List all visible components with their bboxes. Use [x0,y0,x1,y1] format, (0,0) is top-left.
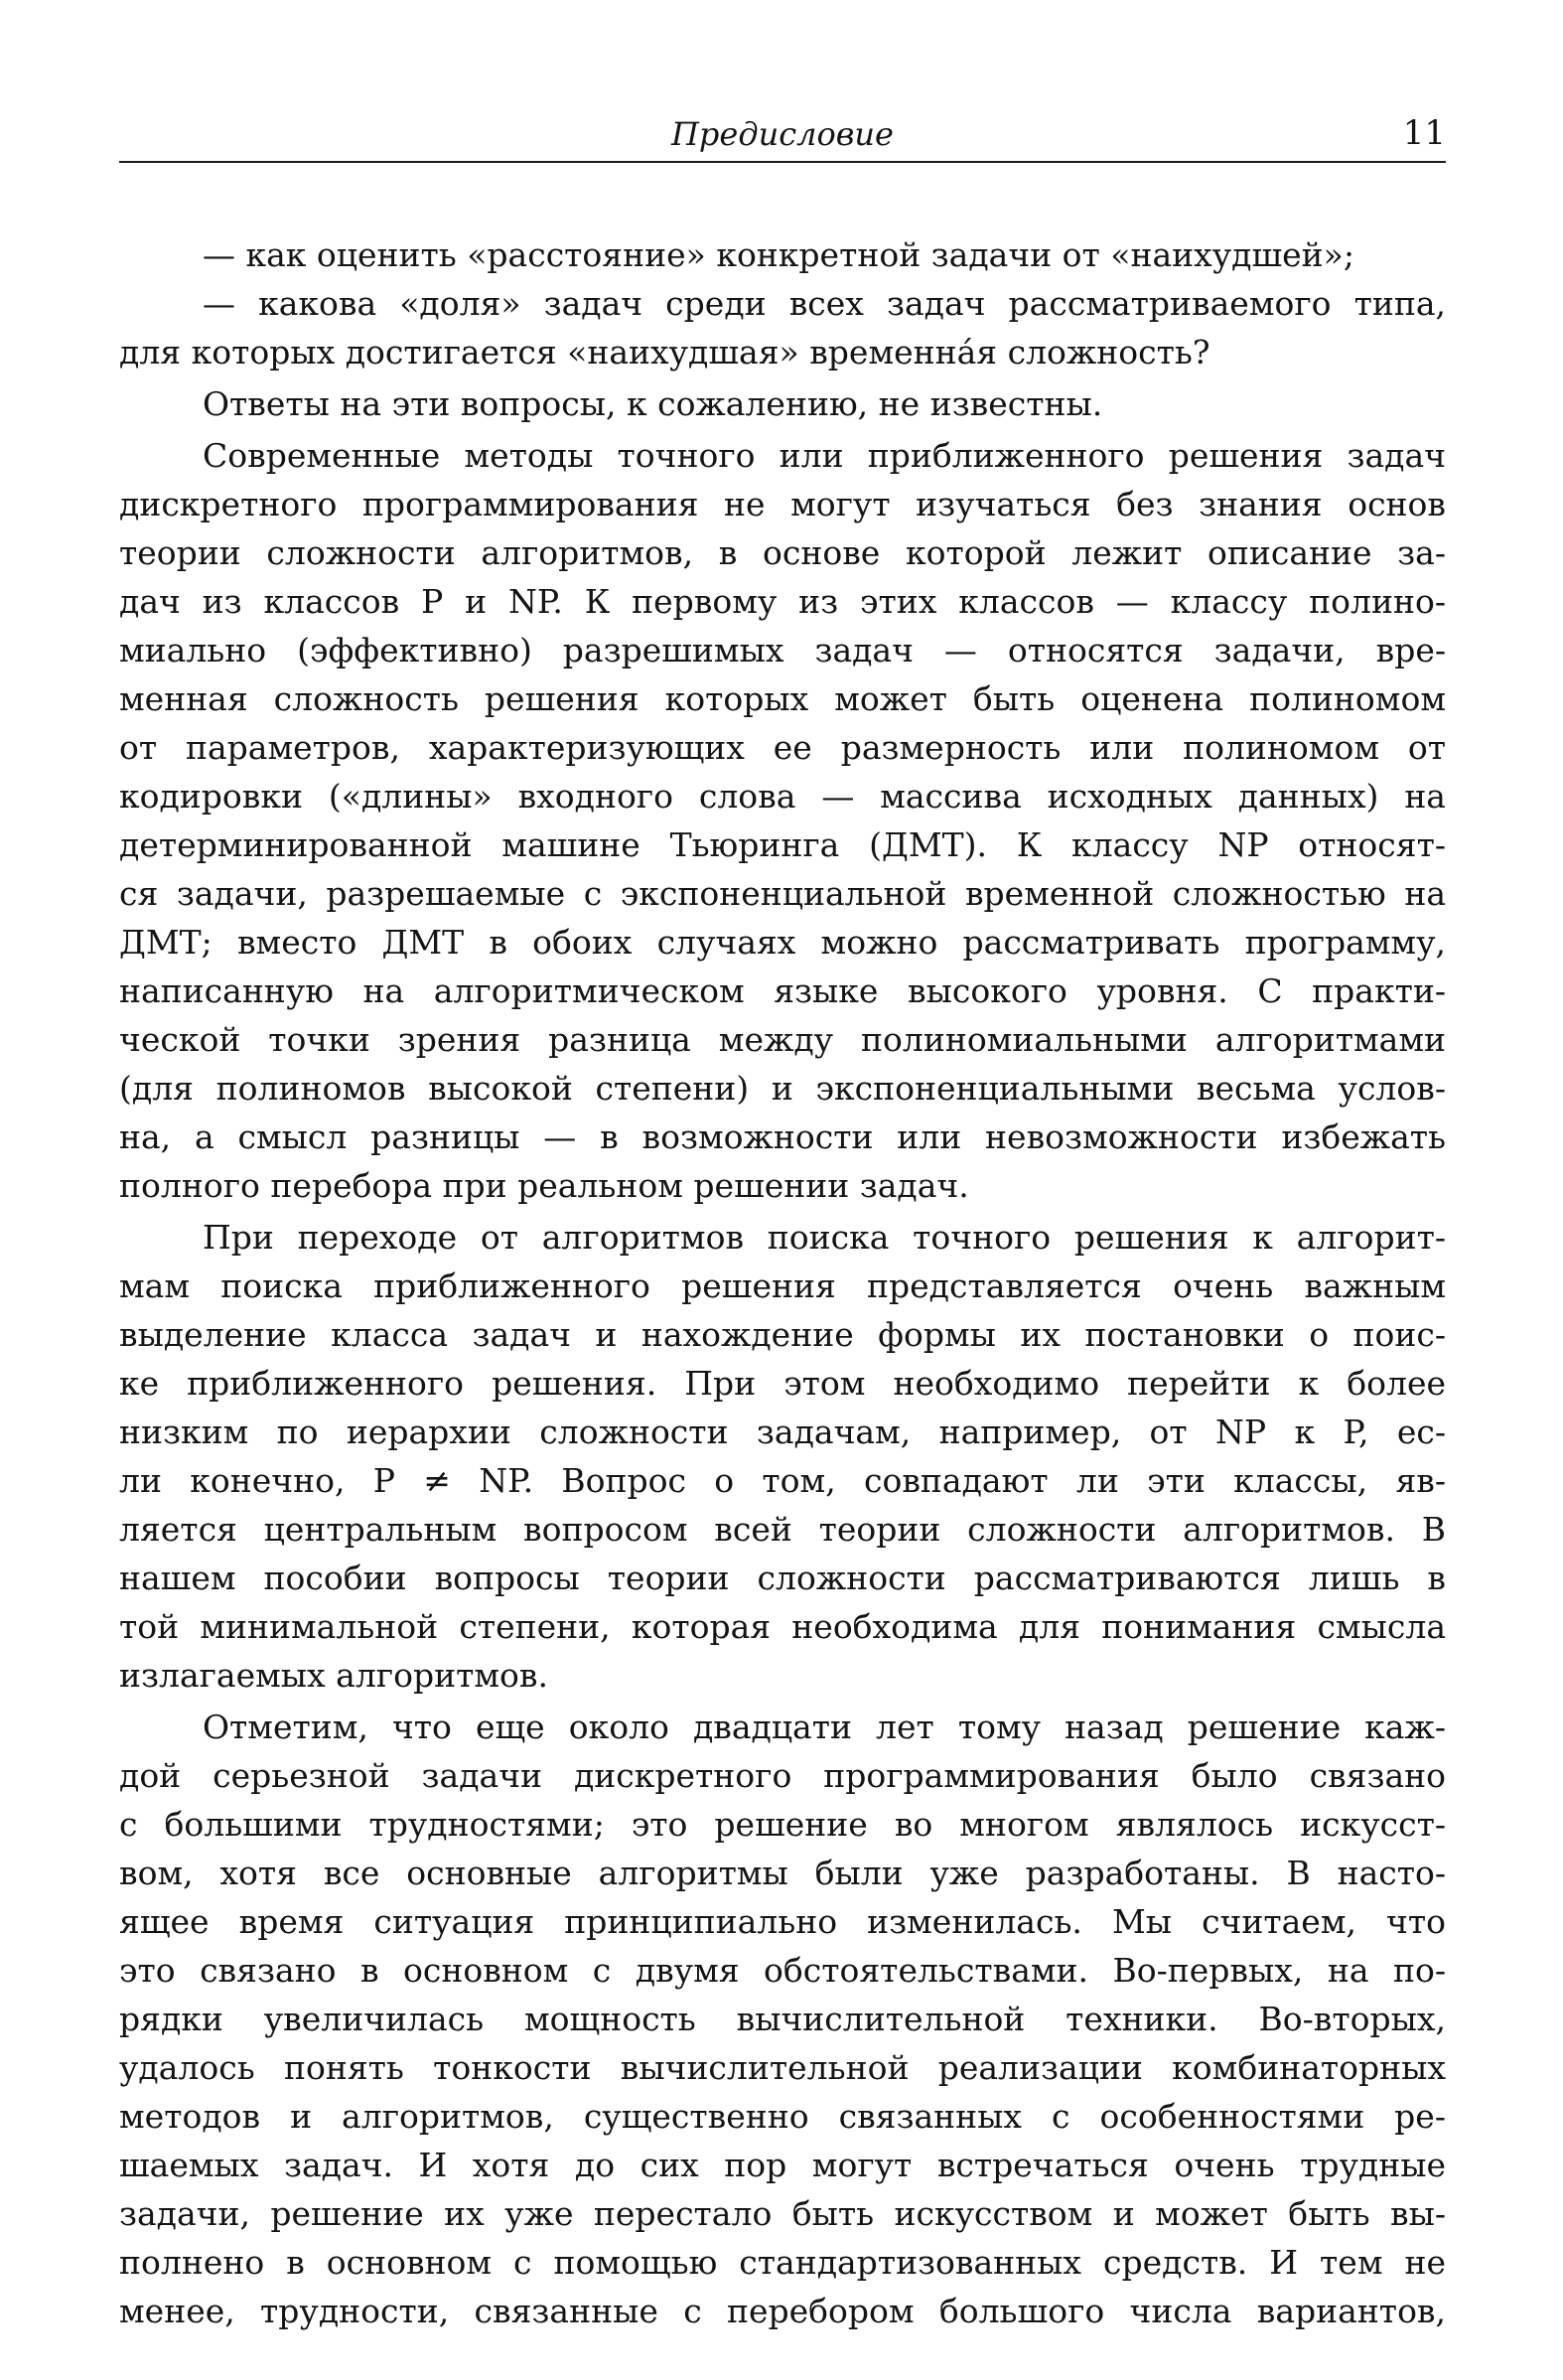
text-line: ся задачи, разрешаемые с экспоненциальной временной сложностью на [119,874,1446,913]
text-line: удалось понять тонкости вычислительной реализации комбинаторных [119,2048,1446,2087]
text-line: дискретного программирования не могут изучаться без знания основ [119,485,1446,523]
text-line: задачи, решение их уже перестало быть искусством и может быть вы- [119,2194,1446,2233]
text-line: Отметим, что еще около двадцати лет тому назад решение каж- [203,1708,1446,1746]
text-line: для которых достигается «наихудшая» временна́я сложность? [119,333,1210,372]
text-line: менее, трудности, связанные с перебором большого числа вариантов, [119,2292,1446,2330]
text-line: При переходе от алгоритмов поиска точного решения к алгорит- [203,1218,1446,1257]
text-line: Ответы на эти вопросы, к сожалению, не известны. [203,384,1103,423]
text-line: ке приближенного решения. При этом необходимо перейти к более [119,1364,1446,1403]
text-line: выделение класса задач и нахождение формы их постановки о поис- [119,1315,1446,1354]
running-header [119,111,1446,163]
text-line: на, а смысл разницы — в возможности или невозможности избежать [119,1117,1446,1156]
text-line: ли конечно, P ≠ NP. Вопрос о том, совпадают ли эти классы, яв- [119,1461,1446,1500]
text-line: ческой точки зрения разница между полиномиальными алгоритмами [119,1020,1446,1059]
text-line: той минимальной степени, которая необходима для понимания смысла [119,1607,1446,1646]
text-line: миально (эффективно) разрешимых задач — относятся задачи, вре- [119,631,1446,669]
text-line: — какова «доля» задач среди всех задач рассматриваемого типа, [203,284,1446,323]
text-line: излагаемых алгоритмов. [119,1656,548,1695]
text-line: детерминированной машине Тьюринга (ДМТ). К классу NP относят- [119,825,1446,864]
page-body [119,230,1446,2335]
text-line: дач из классов P и NP. К первому из этих классов — классу полино- [119,582,1446,621]
text-line: от параметров, характеризующих ее размерность или полиномом от [119,728,1446,767]
text-line: Современные методы точного или приближенного решения задач [203,436,1446,475]
text-line: написанную на алгоритмическом языке высокого уровня. С практи- [119,971,1446,1010]
running-title: Предисловие [671,115,894,153]
text-line: шаемых задач. И хотя до сих пор могут встречаться очень трудные [119,2146,1446,2184]
text-line: дой серьезной задачи дискретного программирования было связано [119,1756,1446,1795]
text-line: вом, хотя все основные алгоритмы были уже разработаны. В насто- [119,1854,1446,1892]
text-line: рядки увеличилась мощность вычислительной техники. Во-вторых, [119,2000,1446,2038]
text-line: нашем пособии вопросы теории сложности рассматриваются лишь в [119,1559,1446,1597]
text-line: полнено в основном с помощью стандартизованных средств. И тем не [119,2243,1446,2282]
text-line: низким по иерархии сложности задачам, например, от NP к P, ес- [119,1413,1446,1451]
text-line: кодировки («длины» входного слова — массива исходных данных) на [119,777,1446,816]
text-line: методов и алгоритмов, существенно связанных с особенностями ре- [119,2097,1446,2136]
page-number: 11 [1402,113,1446,153]
text-line: ДМТ; вместо ДМТ в обоих случаях можно рассматривать программу, [119,923,1446,962]
text-line: с большими трудностями; это решение во многом являлось искусст- [119,1805,1446,1844]
text-line: теории сложности алгоритмов, в основе которой лежит описание за- [119,533,1446,572]
text-line: — как оценить «расстояние» конкретной задачи от «наихудшей»; [203,235,1354,274]
text-line: (для полиномов высокой степени) и экспоненциальными весьма услов- [119,1069,1446,1108]
text-line: это связано в основном с двумя обстоятельствами. Во-первых, на по- [119,1951,1446,1990]
text-line: ящее время ситуация принципиально изменилась. Мы считаем, что [119,1902,1446,1941]
text-line: ляется центральным вопросом всей теории сложности алгоритмов. В [119,1510,1446,1549]
text-line: менная сложность решения которых может быть оценена полиномом [119,679,1446,718]
text-line: мам поиска приближенного решения представляется очень важным [119,1266,1446,1305]
text-line: полного перебора при реальном решении задач. [119,1166,969,1205]
